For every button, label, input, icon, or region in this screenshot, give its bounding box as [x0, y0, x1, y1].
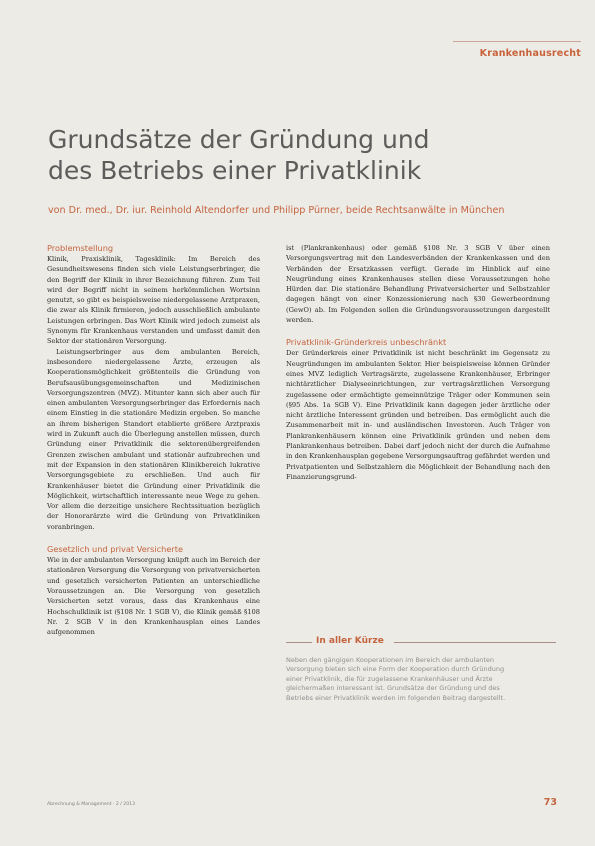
section-heading-versicherte: Gesetzlich und privat Versicherte [47, 544, 183, 555]
paragraph: Leistungserbringer aus dem ambulanten Bereich, insbesondere niedergelassene Ärzte, erzeugen als Kooperationsmöglichkeit größtenteils die Gründung von Berufsausübungsgemeinschaften und Medizinischen Versorgungszentren (MVZ). Mitunter kann sich aber auch für einen ambulanten Versorgungserbringer das Erfordernis nach einem Einstieg in die stationäre Medizin ergeben. So manche an ihrem bisherigen Standort etablierte größere Arztpraxis wird in Zukunft auch die Überlegung anstellen müssen, durch Gründung einer Privatklinik die sektorenübergreifenden Grenzen zwischen ambulant und stationär aufzubrechen und mit der Expansion in den stationären Klinikbereich lukrative Versorgungsgebiete zu erschließen. Und auch für Krankenhäuser bietet die Gründung einer Privatklinik die Möglichkeit, wirtschaftlich interessante neue Wege zu gehen. Vor allem die derzeitige unsichere Rechtssituation bezüglich der Honorarärzte wird die Gründung von Privatkliniken voranbringen. [47, 347, 260, 531]
text-column-right [286, 243, 550, 482]
section-rubric: Krankenhausrecht [479, 48, 581, 59]
section-heading-gruenderkreis: Privatklinik-Gründerkreis unbeschränkt [286, 337, 447, 348]
paragraph: Wie in der ambulanten Versorgung knüpft auch im Bereich der stationären Versorgung die Versorgung von privatversicherten und gesetzlich versicherten Patienten an unterschiedliche Voraussetzungen an. Die Versorgung von gesetzlich Versicherten setzt voraus, dass das Krankenhaus eine Hochschulklinik ist (§108 Nr. 1 SGB V), die Klinik gemäß §108 Nr. 2 SGB V in den Krankenhausplan eines Landes aufgenommen [47, 556, 260, 637]
text-column-left [47, 243, 260, 637]
article-title [48, 124, 568, 186]
summary-heading: In aller Kürze [313, 636, 387, 646]
summary-box-header [286, 636, 556, 650]
summary-rule-left [286, 642, 312, 643]
paragraph: ist (Plankrankenhaus) oder gemäß §108 Nr. 3 SGB V über einen Versorgungsvertrag mit den Landesverbänden der Krankenkassen und den Verbänden der Ersatzkassen verfügt. Gerade im Hinblick auf eine Neugründung eines Krankenhauses stellen diese Voraussetzungen hohe Hürden dar. Die stationäre Behandlung Privatversicherter und Selbstzahler dagegen hängt von einer Konzessionierung nach §30 Gewerbeordnung (GewO) ab. Im Folgenden sollen die Gründungsvoraussetzungen dargestellt werden. [286, 244, 550, 325]
section-heading-problemstellung: Problemstellung [47, 243, 114, 253]
summary-rule-right [394, 642, 556, 643]
summary-box [286, 636, 556, 703]
paragraph: Klinik, Praxisklinik, Tagesklinik: Im Bereich des Gesundheitswesens finden sich viele Leistungserbringer, die den Begriff der Klinik in ihrer Bezeichnung führen. Zum Teil wird der Begriff nicht in seinem herkömmlichen Wortsinn genutzt, so gibt es beispielsweise niedergelassene Arztpraxen, die zwar als Klinik firmieren, jedoch ausschließlich ambulante Leistungen erbringen. Das Wort Klinik wird jedoch zumeist als Synonym für Krankenhaus verstanden und umfasst damit den Sektor der stationären Versorgung. [47, 255, 260, 346]
article-authors: von Dr. med., Dr. iur. Reinhold Altendorfer und Philipp Pürner, beide Rechtsanwälte in München [48, 205, 505, 216]
paragraph: Der Gründerkreis einer Privatklinik ist nicht beschränkt im Gegensatz zu Neugründungen im ambulanten Sektor. Hier beispielsweise können Gründer eines MVZ lediglich Vertragsärzte, zugelassene Krankenhäuser, Erbringer nichtärztlicher Dialyseeinrichtungen, zur vertragsärztlichen Versorgung zugelassene oder ermächtigte gemeinnützige Träger oder Kommunen sein (§95 Abs. 1a SGB V). Eine Privatklinik kann dagegen jeder ärztliche oder nicht ärztliche Interessent gründen und betreiben. Das ermöglicht auch die Zusammenarbeit mit in- und ausländischen Investoren. Auch Träger von Plankrankenhäusern können eine Privatklinik gründen und neben dem Plankrankenhaus betreiben. Dabei darf jedoch nicht der durch die Aufnahme in den Krankenhausplan gegebene Versorgungsauftrag gefährdet werden und Privatpatienten und Selbstzahlern die Möglichkeit der Behandlung nach den Finanzierungsgrund- [286, 349, 550, 481]
page-number: 73 [543, 797, 557, 808]
title-line-2: des Betriebs einer Privatklinik [48, 156, 422, 185]
summary-text: Neben den gängigen Kooperationen im Bereich der ambulanten Versorgung bieten sich eine Form der Kooperation durch Gründung einer Privatklinik, die für zugelassene Krankenhäuser und Ärzte gleichermaßen interessant ist. Grundsätze der Gründung und des Betriebs einer Privatklinik werden im folgenden Beitrag dargestellt. [286, 656, 506, 702]
header-rule [453, 41, 581, 42]
title-line-1: Grundsätze der Gründung und [48, 125, 430, 154]
journal-footer: Abrechnung & Management · 2 / 2013 [47, 802, 135, 807]
